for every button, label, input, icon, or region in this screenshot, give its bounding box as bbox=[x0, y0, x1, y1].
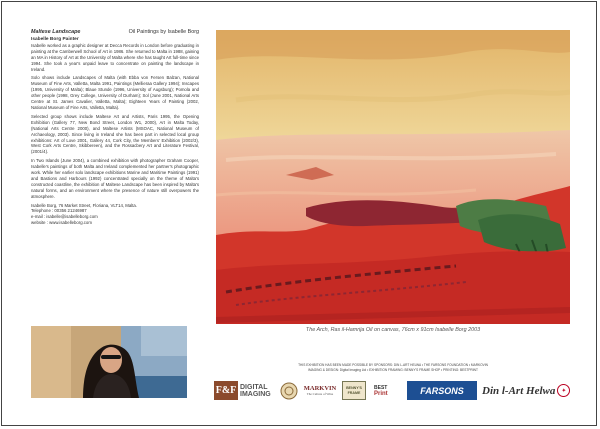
artist-photo bbox=[31, 326, 187, 398]
emblem-icon: ✦ bbox=[557, 384, 570, 397]
painting-caption: The Arch, Ras il-Hamrija Oil on canvas, 76cm x 91cm Isabelle Borg 2003 bbox=[305, 327, 481, 333]
markvin-logo bbox=[302, 381, 338, 400]
frame-shop-line: BENNY'S bbox=[346, 386, 362, 391]
bestprint-logo bbox=[374, 381, 402, 400]
din-l-art-helwa-logo bbox=[482, 381, 572, 400]
sponsor-credits bbox=[216, 363, 570, 372]
contact-address: Isabelle Borg, 76 Market Street, Floriana, VLT14, Malta. bbox=[31, 202, 137, 208]
contact-telephone: Telephone : 00356 21246987 bbox=[31, 208, 87, 214]
bio-column bbox=[31, 29, 199, 226]
bio-paragraph: Selected group shows include Maltese Art and Artists, Paris 1995, the Opening Exhibition (Gallery 77, New Bond Street, London W1, 2000), Art in Malta Today, (National Arts Centre 2000), and Maltese Artists (MSOAC, National Museum of Archaeology, 2003). Since living in Ireland she has been part in selected local group exhibitions: Art of Love 2001, Gallery 44, Cork City, the Members' Exhibition (2002/3), West Cork Arts Centre, Skibbereen), and the Rossacbery Art and Literature Festival, (2001/4). bbox=[31, 113, 199, 155]
din-l-art-helwa-name: Din l-Art Helwa bbox=[482, 384, 556, 397]
frame-shop-line: FRAME bbox=[347, 390, 361, 395]
sponsor-logos bbox=[214, 381, 574, 401]
frame-shop-logo bbox=[342, 381, 366, 400]
credits-line: IMAGING & DESIGN: Digital Imaging Ltd • EXHIBITION FRAMING: BENNY'S FRAME SHOP • PRINTING: BESTPRINT bbox=[308, 367, 478, 372]
contact-email[interactable]: e-mail : isabelle@isabelleborg.com bbox=[31, 214, 98, 220]
exhibition-title: Maltese Landscape bbox=[31, 29, 81, 35]
contact-website[interactable]: website : www.isabelleborg.com bbox=[31, 220, 92, 226]
digital-imaging-line: IMAGING bbox=[240, 390, 271, 398]
author-line: Isabelle Borg Painter bbox=[31, 37, 79, 42]
bestprint-line: Print bbox=[374, 390, 388, 397]
credits-line: THIS EXHIBITION HAS BEEN MADE POSSIBLE BY SPONSORS: DIN L-ART HELWA • THE FARSONS FOUNDATION • MARKOVIN bbox=[298, 363, 488, 367]
digital-imaging-line: DIGITAL bbox=[240, 383, 268, 391]
digital-imaging-logo bbox=[240, 381, 276, 400]
bestprint-line: BEST bbox=[374, 384, 388, 391]
markvin-name: MARKVIN bbox=[303, 385, 337, 392]
bio-paragraph: In Two Islands (June 2004), a combined exhibition with photographer Graham Cooper, Isabelle's paintings of both Malta and Ireland complemented her partner's photographic work. While her earlier solo landscape exhibitions Marine and Maritime Paintings (1991) and Bastions and Harbours (1992) concentrated specially on the theme of Malta's constructed coastline, the exhibition of Maltese Landscape has been inspired by Malta's natural forms, and an environment where the presence of nature still overpowers the atmosphere. bbox=[31, 158, 199, 199]
ff-logo: F&F bbox=[214, 381, 238, 400]
markvin-tagline: The Culture of Wine bbox=[306, 392, 334, 396]
bio-paragraph: Isabelle worked as a graphic designer at Decca Records in London before graduating in painting at the Camberwell School of Art in 1986. She returned to Malta in 1988, gaining an MA in History of Art at the University of Malta where she has taught Art full-time since 1994. She took a year's unpaid leave to concentrate on painting the landscape in Ireland. bbox=[31, 42, 199, 72]
bio-paragraph: Solo shows include Landscapes of Malta (with Ebba von Fersen Balzan, National Museum of Fine Arts, Valletta, Malta 1991, Paintings (Mellieraa Gallery 1994); Inscapes (1995, University of Malta); Blaue Stunde (1996, University of Augsburg); Pomola and other people (1998, Grey College, University of Durham); Sol (June 2001, National Arts Centre at St. James Cavalier, Valletta, Malta); Eighteen Years of Painting (2002, National Museum of Fine Arts, Valletta, Malta). bbox=[31, 75, 199, 110]
painting-the-arch bbox=[216, 30, 570, 324]
bio-header bbox=[31, 29, 199, 36]
seal-icon bbox=[280, 381, 298, 400]
farsons-logo: FARSONS bbox=[407, 381, 477, 400]
exhibition-subtitle: Oil Paintings by Isabelle Borg bbox=[128, 29, 199, 35]
